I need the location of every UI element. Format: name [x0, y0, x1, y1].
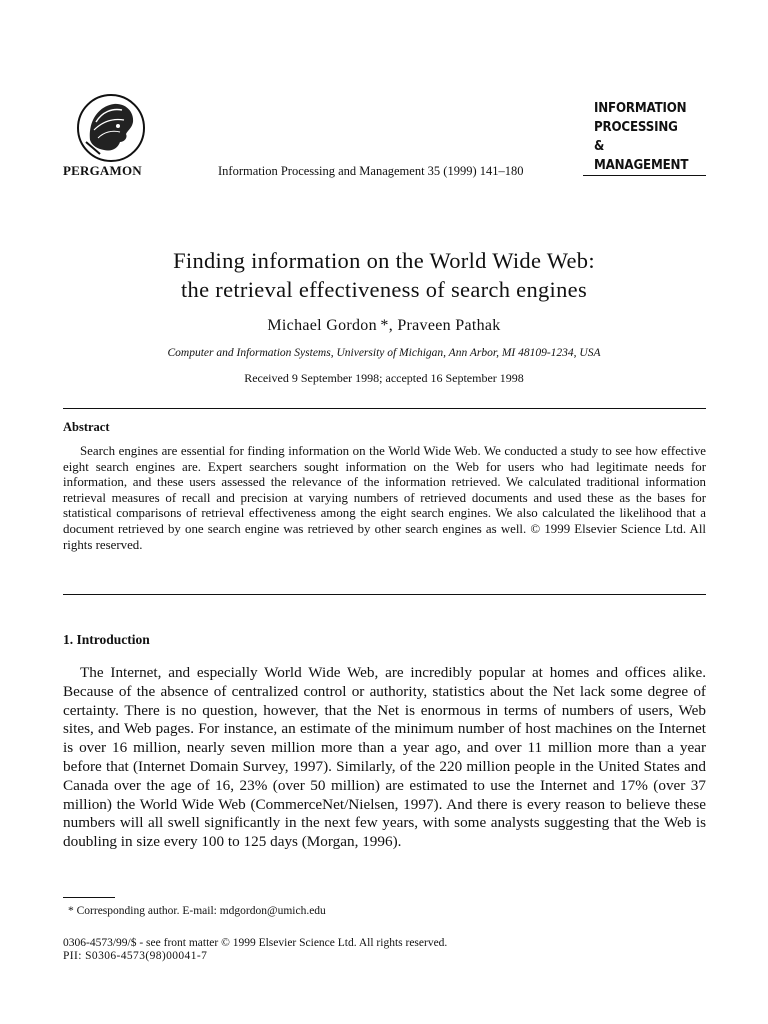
- title-line: Finding information on the World Wide Web:: [173, 248, 595, 273]
- abstract-heading: Abstract: [63, 420, 110, 434]
- journal-name-logo: [594, 99, 698, 175]
- publisher-name: PERGAMON: [63, 163, 142, 178]
- author-affiliation: Computer and Information Systems, University of Michigan, Ann Arbor, MI 48109-1234, USA: [167, 347, 601, 359]
- pergamon-helmeted-head-icon: [76, 92, 146, 164]
- received-dates: Received 9 September 1998; accepted 16 September 1998: [244, 371, 524, 385]
- journal-name-line: PROCESSING: [594, 119, 678, 135]
- abstract-top-rule: [63, 408, 706, 409]
- journal-name-underline: [583, 175, 706, 176]
- introduction-paragraph: The Internet, and especially World Wide Web, are incredibly popular at homes and offices alike. Because of the absence of centralized control or authority, statistics about the Net lack some degree of certainty. There is no question, however, that the Net is enormous in terms of numbers of users, Web sites, and Web pages. For instance, an estimate of the minimum number of host machines on the Internet is over 16 million, nearly seven million more than a year ago, and over 11 million more than a year before that (Internet Domain Survey, 1997). Similarly, of the 220 million people in the United States and Canada over the age of 16, 23% (over 50 million) are estimated to use the Internet and 17% (over 37 million) the World Wide Web (CommerceNet/Nielsen, 1997). And there is every reason to believe these numbers will all swell significantly in the next few years, with some analysts suggesting that the Web is doubling in size every 100 to 125 days (Morgan, 1996).: [63, 664, 706, 851]
- pii-identifier: PII: S0306-4573(98)00041-7: [63, 950, 208, 962]
- journal-name-line: &: [594, 138, 605, 154]
- abstract-text: Search engines are essential for finding information on the World Wide Web. We conducted a study to see how effective eight search engines are. Expert searchers sought information on the Web for users who had legitimate needs for information, and these users assessed the relevance of the information retrieved. We calculated traditional information retrieval measures of recall and precision at varying numbers of retrieved documents and used these as the bases for statistical comparisons of retrieval effectiveness among the eight search engines. We also calculated the likelihood that a document retrieved by one search engine was retrieved by other search engines as well. © 1999 Elsevier Science Ltd. All rights reserved.: [63, 444, 706, 552]
- author-list: Michael Gordon *, Praveen Pathak: [267, 317, 501, 334]
- corresponding-author-footnote: * Corresponding author. E-mail: mdgordon@umich.edu: [68, 905, 326, 917]
- journal-reference: Information Processing and Management 35 (1999) 141–180: [218, 164, 524, 178]
- journal-name-line: INFORMATION: [594, 100, 687, 116]
- footnote-divider: [63, 897, 115, 898]
- journal-name-line: MANAGEMENT: [594, 157, 689, 173]
- section-heading-introduction: 1. Introduction: [63, 632, 150, 647]
- copyright-line: 0306-4573/99/$ - see front matter © 1999 Elsevier Science Ltd. All rights reserved.: [63, 937, 448, 949]
- abstract-bottom-rule: [63, 594, 706, 595]
- article-title: [0, 246, 768, 304]
- title-line: the retrieval effectiveness of search engines: [180, 277, 588, 302]
